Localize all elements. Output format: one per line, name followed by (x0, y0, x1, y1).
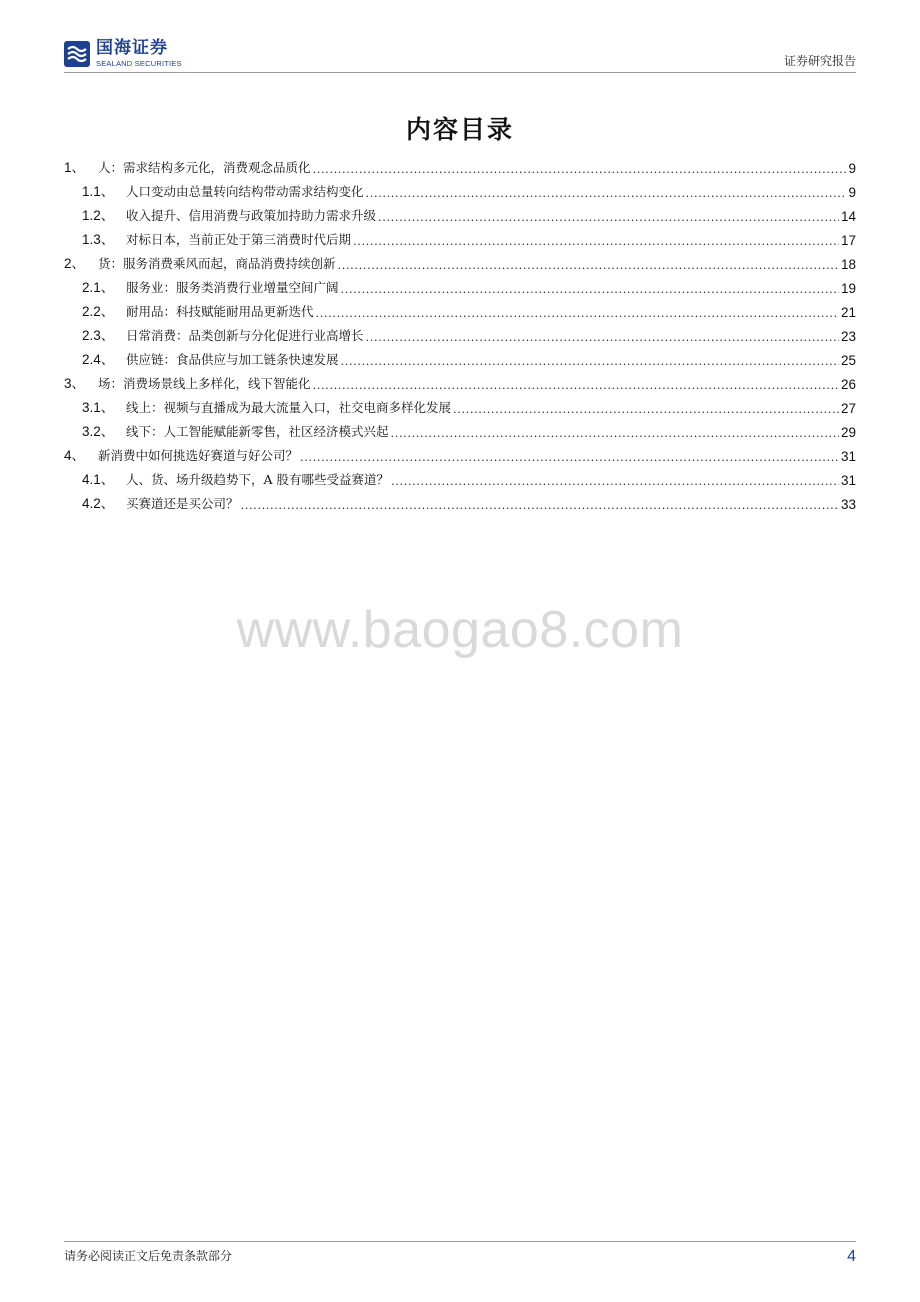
toc-entry[interactable] (64, 152, 856, 176)
toc-entry[interactable] (64, 368, 856, 392)
toc-entry-page: 31 (840, 449, 856, 464)
toc-entry-number: 2、 (64, 256, 86, 271)
toc-entry[interactable] (64, 200, 856, 224)
toc-entry[interactable] (64, 416, 856, 440)
toc-entry-label: 人、货、场升级趋势下，A 股有哪些受益赛道？ (126, 472, 390, 487)
toc-entry-page: 27 (840, 401, 856, 416)
toc-entry-number: 2.4、 (82, 352, 115, 367)
header-divider (64, 72, 856, 73)
toc-entry-page: 33 (840, 497, 856, 512)
page-number: 4 (847, 1248, 856, 1265)
toc-entry-number: 3、 (64, 376, 86, 391)
toc-dot-leader (391, 425, 839, 440)
toc-entry-label: 买赛道还是买公司？ (126, 496, 239, 511)
toc-entry-page: 9 (848, 185, 856, 200)
toc-dot-leader (241, 497, 839, 512)
toc-dot-leader (313, 161, 847, 176)
table-of-contents (64, 152, 856, 512)
toc-entry-page: 18 (840, 257, 856, 272)
toc-title: 内容目录 (405, 115, 514, 144)
toc-dot-leader (316, 305, 839, 320)
toc-entry-number: 3.2、 (82, 424, 115, 439)
toc-entry[interactable] (64, 248, 856, 272)
toc-dot-leader (313, 377, 839, 392)
toc-dot-leader (391, 473, 839, 488)
toc-dot-leader (366, 329, 839, 344)
toc-entry-label: 人口变动由总量转向结构带动需求结构变化 (126, 184, 364, 199)
toc-dot-leader (378, 209, 839, 224)
report-type-label: 证券研究报告 (783, 54, 856, 68)
page-header (64, 40, 856, 72)
toc-entry-label: 收入提升、信用消费与政策加持助力需求升级 (126, 208, 377, 223)
toc-dot-leader (300, 449, 839, 464)
toc-entry-page: 31 (840, 473, 856, 488)
toc-entry[interactable] (64, 320, 856, 344)
toc-entry[interactable] (64, 344, 856, 368)
toc-entry-label: 线下：人工智能赋能新零售，社区经济模式兴起 (126, 424, 389, 439)
toc-entry-number: 1.2、 (82, 208, 115, 223)
toc-entry-label: 线上：视频与直播成为最大流量入口，社交电商多样化发展 (126, 400, 452, 415)
toc-entry-number: 2.1、 (82, 280, 115, 295)
toc-entry[interactable] (64, 464, 856, 488)
toc-entry-page: 9 (848, 161, 856, 176)
toc-entry[interactable] (64, 224, 856, 248)
toc-entry[interactable] (64, 296, 856, 320)
toc-entry-number: 2.3、 (82, 328, 115, 343)
toc-entry-page: 21 (840, 305, 856, 320)
toc-entry[interactable] (64, 488, 856, 512)
logo-english-name: SEALAND SECURITIES (96, 59, 182, 68)
toc-entry-number: 1.3、 (82, 232, 115, 247)
toc-entry-label: 日常消费：品类创新与分化促进行业高增长 (126, 328, 364, 343)
toc-entry-label: 场：消费场景线上多样化，线下智能化 (98, 376, 311, 391)
toc-dot-leader (453, 401, 839, 416)
footer-divider (64, 1241, 856, 1242)
toc-dot-leader (341, 353, 839, 368)
toc-entry-number: 1.1、 (82, 184, 115, 199)
toc-dot-leader (353, 233, 839, 248)
toc-entry-label: 新消费中如何挑选好赛道与好公司？ (98, 448, 299, 463)
toc-entry-page: 29 (840, 425, 856, 440)
toc-entry[interactable] (64, 176, 856, 200)
footer-disclaimer: 请务必阅读正文后免责条款部分 (64, 1249, 233, 1263)
company-logo (64, 40, 182, 68)
toc-entry-page: 23 (840, 329, 856, 344)
toc-entry-page: 25 (840, 353, 856, 368)
toc-entry-page: 14 (840, 209, 856, 224)
toc-entry[interactable] (64, 272, 856, 296)
toc-dot-leader (338, 257, 839, 272)
toc-dot-leader (366, 185, 847, 200)
toc-entry-page: 26 (840, 377, 856, 392)
toc-entry-number: 2.2、 (82, 304, 115, 319)
toc-entry-label: 供应链：食品供应与加工链条快速发展 (126, 352, 339, 367)
toc-entry-label: 对标日本，当前正处于第三消费时代后期 (126, 232, 352, 247)
logo-chinese-name: 国海证券 (96, 38, 168, 58)
toc-entry-label: 服务业：服务类消费行业增量空间广阔 (126, 280, 339, 295)
watermark: www.baogao8.com (236, 601, 684, 659)
toc-entry-label: 耐用品：科技赋能耐用品更新迭代 (126, 304, 314, 319)
toc-entry-page: 17 (840, 233, 856, 248)
sealand-logo-icon (64, 41, 90, 67)
toc-entry-label: 人：需求结构多元化，消费观念品质化 (98, 160, 311, 175)
toc-entry-number: 4.1、 (82, 472, 115, 487)
toc-entry-page: 19 (840, 281, 856, 296)
toc-entry-number: 4.2、 (82, 496, 115, 511)
toc-dot-leader (341, 281, 839, 296)
toc-entry-number: 4、 (64, 448, 86, 463)
toc-entry[interactable] (64, 392, 856, 416)
toc-entry[interactable] (64, 440, 856, 464)
toc-entry-number: 1、 (64, 160, 86, 175)
toc-entry-number: 3.1、 (82, 400, 115, 415)
toc-entry-label: 货：服务消费乘风而起，商品消费持续创新 (98, 256, 336, 271)
